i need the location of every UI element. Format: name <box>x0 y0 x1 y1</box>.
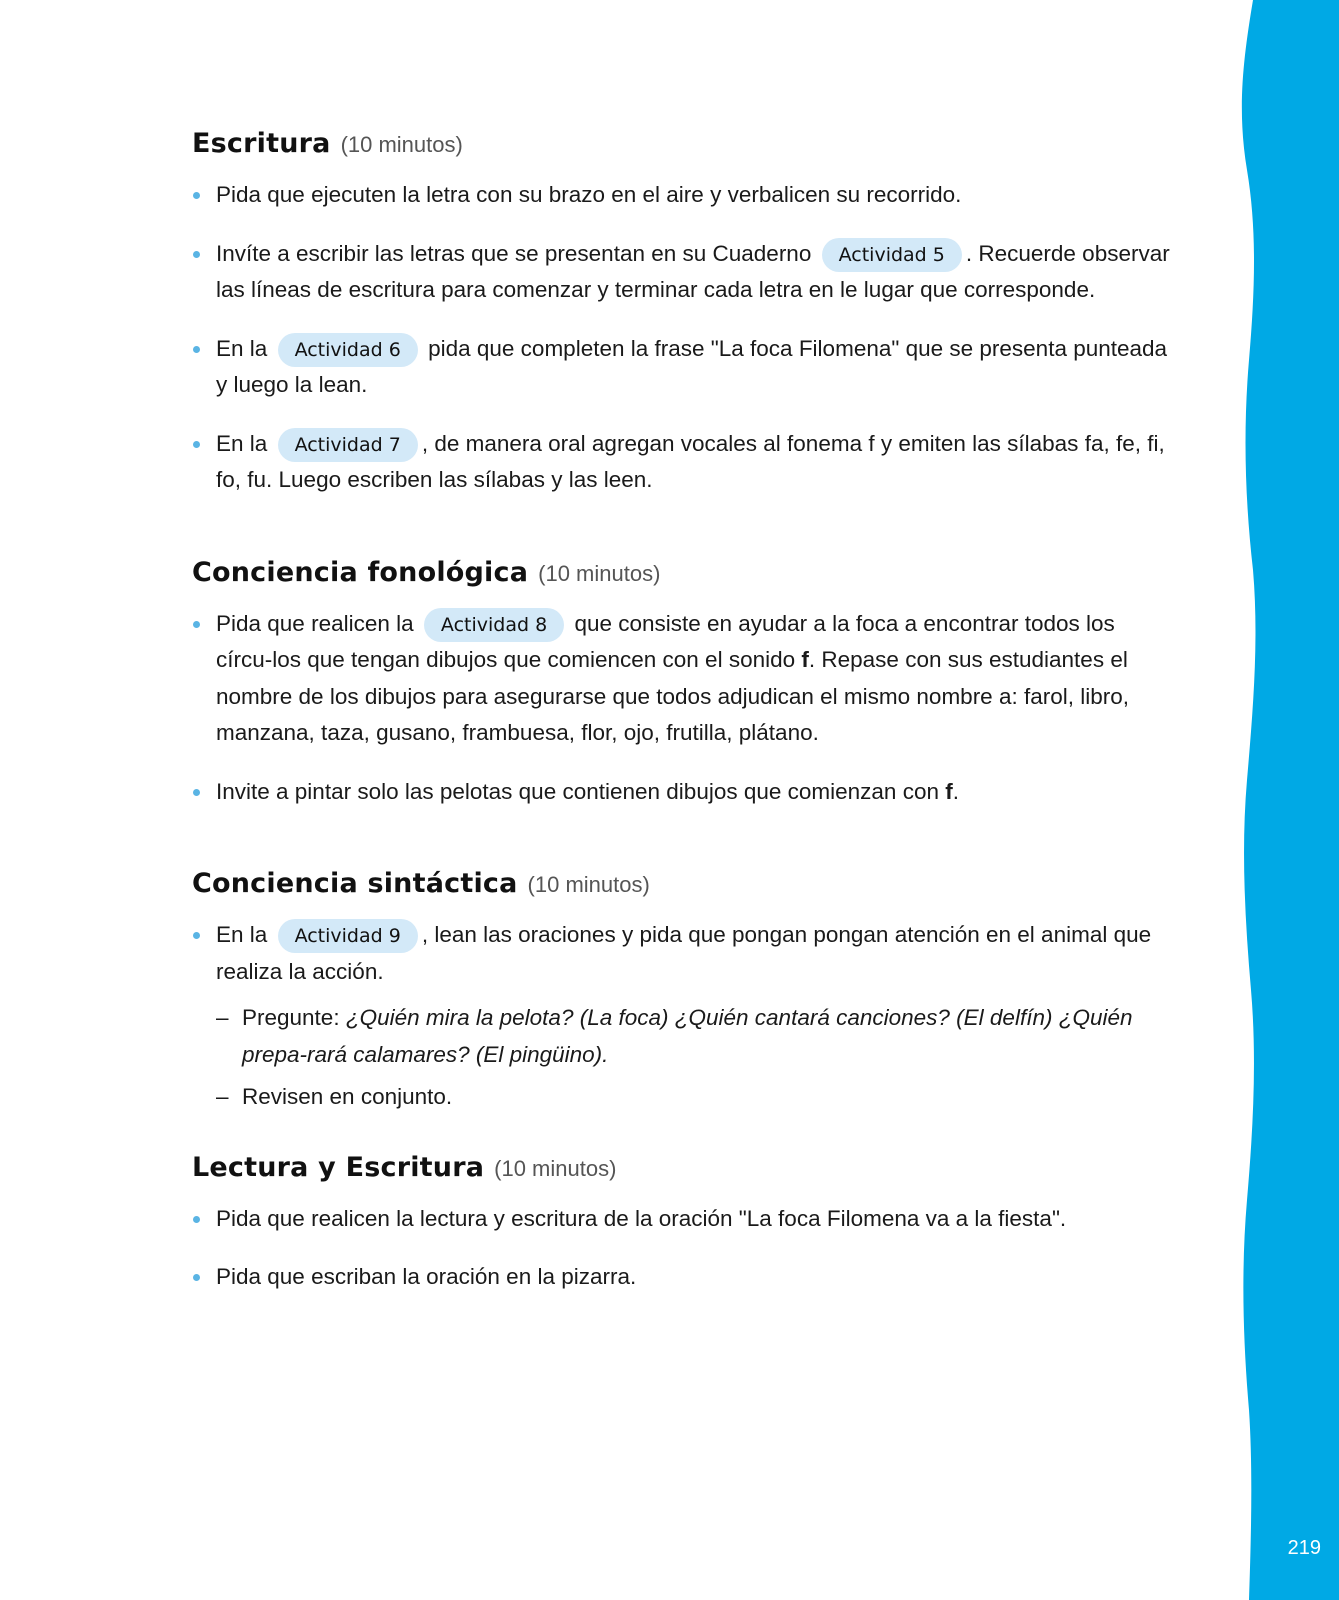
section-escritura <box>192 128 1172 499</box>
list-item <box>192 917 1172 990</box>
section-title: Conciencia fonológica <box>192 556 529 588</box>
section-title: Escritura <box>192 128 331 159</box>
item-text: En la <box>216 335 268 361</box>
list-item <box>192 331 1172 404</box>
item-text: . Recuerde observar las líneas de escritura para comenzar y terminar cada letra en le lugar que corresponde. <box>216 240 1170 302</box>
bullet-icon <box>193 251 200 258</box>
bullet-icon <box>193 346 200 353</box>
item-text: que consiste en ayudar a la foca a encontrar todos los círcu-los que tengan dibujos que comiencen con el sonido <box>216 610 1115 672</box>
item-text: Invíte a escribir las letras que se presentan en su Cuaderno <box>216 240 812 266</box>
sub-item <box>192 1079 1172 1116</box>
document-body <box>192 128 1172 1318</box>
list-item <box>192 177 1172 214</box>
section-conciencia-fonologica <box>192 557 1172 811</box>
bullet-icon <box>193 1216 200 1223</box>
bullet-icon <box>193 621 200 628</box>
section-heading <box>192 557 1172 588</box>
item-text: Pida que realicen la lectura y escritura de la oración "La foca Filomena va a la fiesta". <box>216 1205 1067 1231</box>
list-item <box>192 1259 1172 1296</box>
item-text: En la <box>216 922 268 947</box>
list-item <box>192 774 1172 811</box>
list-item <box>192 426 1172 499</box>
activity-badge: Actividad 6 <box>278 333 418 367</box>
section-heading <box>192 128 1172 159</box>
section-lectura-escritura <box>192 1152 1172 1296</box>
item-text: . Repase con sus estudiantes el nombre de los dibujos para asegurarse que todos adjudican el mismo nombre a: farol, libro, manzana, taza, gusano, frambuesa, flor, ojo, frutilla, plátano. <box>216 647 1130 745</box>
page-number: 219 <box>1287 1537 1321 1559</box>
bullet-icon <box>193 192 200 199</box>
item-text: Pida que ejecuten la letra con su brazo en el aire y verbalicen su recorrido. <box>216 182 962 207</box>
item-text: Revisen en conjunto. <box>242 1084 453 1109</box>
item-text: Pida que realicen la <box>216 610 414 636</box>
item-text: pida que completen la frase "La foca Filomena" que se presenta punteada y luego la lean. <box>216 335 1168 397</box>
item-text: , lean las oraciones y pida que pongan pongan atención en el animal que realiza la acción. <box>216 922 1152 984</box>
bullet-icon <box>193 789 200 796</box>
section-heading <box>192 1152 1172 1183</box>
section-conciencia-sintactica <box>192 868 1172 1116</box>
item-italic: ¿Quién mira la pelota? (La foca) ¿Quién cantará canciones? (El delfín) ¿Quién prepa-rará calamares? (El pingüino). <box>242 1005 1133 1067</box>
activity-badge: Actividad 5 <box>822 238 962 272</box>
item-bold: f <box>801 647 809 672</box>
item-text: . <box>952 778 960 804</box>
bullet-icon <box>193 441 200 448</box>
sub-item <box>192 1000 1172 1073</box>
section-title: Lectura y Escritura <box>192 1151 485 1183</box>
list-item <box>192 606 1172 752</box>
list-item <box>192 1201 1172 1238</box>
bullet-icon <box>193 932 200 939</box>
section-time: (10 minutos) <box>527 872 650 897</box>
item-text: Pida que escriban la oración en la pizarra. <box>216 1264 637 1289</box>
list-item <box>192 236 1172 309</box>
bullet-icon <box>193 1274 200 1281</box>
item-text: Pregunte: <box>242 1005 340 1030</box>
item-text: , de manera oral agregan vocales al fonema f y emiten las sílabas fa, fe, fi, fo, fu. Luego escriben las sílabas y las leen. <box>216 430 1165 492</box>
activity-badge: Actividad 9 <box>278 919 418 953</box>
section-heading <box>192 868 1172 899</box>
dash-marker: – <box>216 1005 229 1030</box>
item-bold: f <box>945 778 953 804</box>
section-time: (10 minutos) <box>494 1155 617 1181</box>
item-text: En la <box>216 430 268 456</box>
activity-badge: Actividad 8 <box>424 608 564 642</box>
activity-badge: Actividad 7 <box>278 428 418 462</box>
section-time: (10 minutos) <box>340 132 463 157</box>
side-band <box>1229 0 1339 1600</box>
section-title: Conciencia sintáctica <box>192 868 518 899</box>
section-time: (10 minutos) <box>538 560 661 586</box>
item-text: Invite a pintar solo las pelotas que contienen dibujos que comienzan con <box>216 778 939 804</box>
dash-marker: – <box>216 1084 229 1109</box>
